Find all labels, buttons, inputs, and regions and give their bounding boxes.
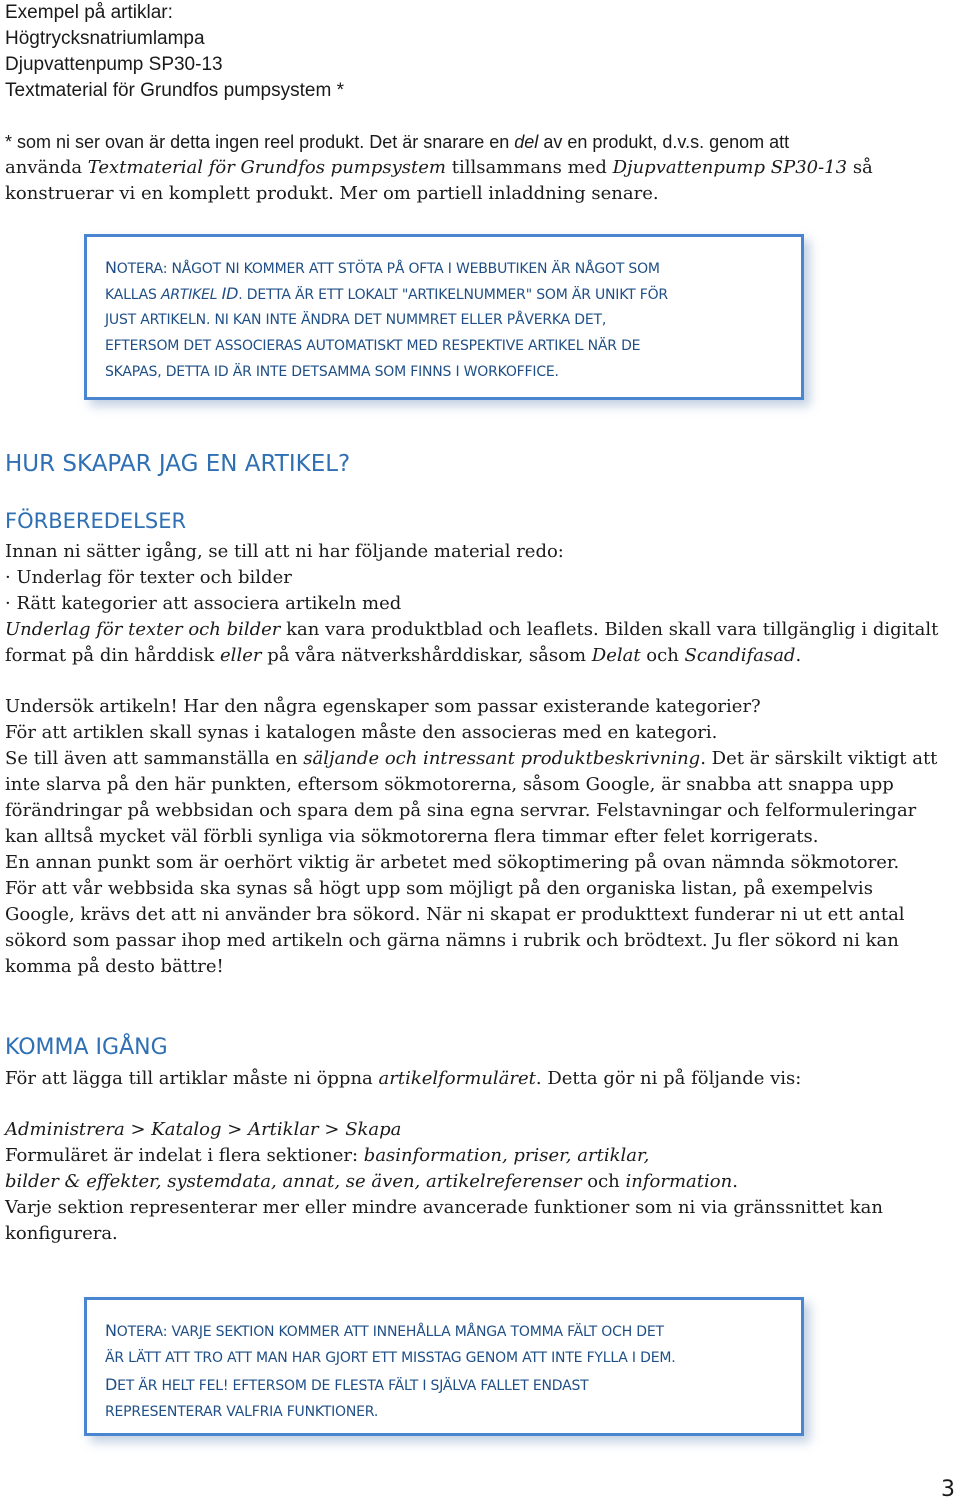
note1-line-5: SKAPAS, DETTA ID ÄR INTE DETSAMMA SOM FINNS I WORKOFFICE. [105,364,559,380]
prep-bullet-2: · Rätt kategorier att associera artikeln med [5,593,402,614]
note1-n: N [105,258,117,277]
footnote2-c: så [847,157,873,178]
note1-l2a: KALLAS [105,287,161,303]
komma-b: . Detta gör ni på följande vis: [535,1068,802,1089]
bilder-end: . [732,1171,738,1192]
format-scandifasad: Scandifasad [684,645,796,666]
komma-artikelformularet: artikelformuläret [378,1068,536,1089]
intro-line-3: Djupvattenpump SP30-13 [5,54,223,75]
note1-l3b: . N [205,312,225,328]
intro-line-1: Exempel på artiklar: [5,2,173,23]
intro-footnote-line-2 [5,155,873,181]
para-line-8: förändringar på webbsidan och spara dem på sina egna servrar. Felstavningar och felformuleringar [5,800,917,821]
note2-n: N [105,1321,117,1340]
heading-forberedelser: FÖRBEREDELSER [5,509,187,533]
note1-l2-id: ID [221,284,239,303]
intro-footnote-line-1 [5,129,789,156]
note1-rest: : N [162,261,182,277]
underlag-text: kan vara produktblad och leaflets. Bilden skall vara tillgänglig i digitalt [280,619,939,640]
intro-line-4: Textmaterial för Grundfos pumpsystem * [5,80,344,101]
note-box-sections [84,1297,804,1436]
format-a: format på din hårddisk [5,645,221,666]
komma-line-sektioner [5,1143,649,1169]
para-line-11: För att vår webbsida ska synas så högt upp som möjligt på den organiska listan, på exempelvis [5,878,873,899]
note2-l3b: ! E [222,1378,242,1394]
para-undersok: Undersök artikeln! Har den några egenskaper som passar existerande kategorier? [5,696,761,717]
bilder-information: information [625,1171,733,1192]
note1-l3a: JUST ARTIKELN [105,312,206,328]
note1-rest2: ÅGOT NI KOMMER ATT STÖTA PÅ OFTA I WEBBUTIKEN ÄR NÅGOT SOM [181,261,660,277]
para-line-14: komma på desto bättre! [5,956,224,977]
note1-l2b: . D [238,287,258,303]
footnote2-b: tillsammans med [445,157,613,178]
note2-line-2: ÄR LÄTT ATT TRO ATT MAN HAR GJORT ETT MISSTAG GENOM ATT INTE FYLLA I DEM. [105,1350,676,1366]
bilder-och: och [581,1171,626,1192]
footnote-del: del [514,132,539,152]
footnote2-a: använda [5,157,88,178]
format-end: . [795,645,802,666]
note2-line-3 [105,1372,588,1399]
footnote-text-a: * som ni ser ovan är detta ingen reel produkt. Det är snarare en [5,132,515,152]
format-b: på våra nätverkshårddiskar, såsom [261,645,592,666]
underlag-italic: Underlag för texter och bilder [5,619,281,640]
sekt-italic: basinformation, priser, artiklar, [363,1145,650,1166]
note1-line-4: EFTERSOM DET ASSOCIERAS AUTOMATISKT MED RESPEKTIVE ARTIKEL NÄR DE [105,338,641,354]
prep-line-format [5,643,801,669]
nav-path [5,1117,401,1143]
heading-komma-igang: KOMMA IGÅNG [5,1035,168,1060]
note1-l2c: ETTA ÄR ETT LOKALT "ARTIKELNUMMER" SOM ÄR UNIKT FÖR [257,287,668,303]
note1-l3c: I KAN INTE ÄNDRA DET NUMMRET ELLER PÅVERKA DET, [224,312,607,328]
bilder-italic: bilder & effekter, systemdata, annat, se även, artikelreferenser [5,1171,582,1192]
note2-rest: : VARJE SEKTION KOMMER ATT INNEHÅLLA MÅNGA TOMMA FÄLT OCH DET [162,1324,664,1340]
prep-bullet-1: · Underlag för texter och bilder [5,567,292,588]
intro-footnote-line-3: konstruerar vi en komplett produkt. Mer om partiell inladdning senare. [5,183,659,204]
note2-l3c: FTERSOM DE FLESTA FÄLT I SJÄLVA FALLET ENDAST [241,1378,589,1394]
note2-line-1 [105,1318,664,1345]
note1-line-1 [105,255,660,282]
para-line-7: inte slarva på den här punkten, eftersom sökmotorerna, såsom Google, är snabba att snappa upp [5,774,894,795]
note2-d: D [105,1375,118,1394]
footnote2-dp: Djupvattenpump SP30-13 [612,157,848,178]
komma-line-konfigurera: konfigurera. [5,1223,118,1244]
komma-line-varje: Varje sektion representerar mer eller mindre avancerade funktioner som ni via gränssnittet kan [5,1197,883,1218]
heading-hur-skapar: HUR SKAPAR JAG EN ARTIKEL? [5,451,351,477]
footnote2-tm: Textmaterial för Grundfos pumpsystem [87,157,446,178]
note2-l3a: ET ÄR HELT FEL [117,1378,223,1394]
note1-line-2 [105,281,668,308]
para-kategori: För att artiklen skall synas i katalogen måste den associeras med en kategori. [5,722,718,743]
note1-line-3 [105,307,606,333]
komma-line-bilder [5,1169,738,1195]
note2-line-4: REPRESENTERAR VALFRIA FUNKTIONER. [105,1404,379,1420]
para-line-10: En annan punkt som är oerhört viktig är arbetet med sökoptimering på ovan nämnda sökmotorer. [5,852,900,873]
beskr-a: Se till även att sammanställa en [5,748,304,769]
footnote-text-b: av en produkt, d.v.s. genom att [538,132,790,152]
format-eller: eller [220,645,262,666]
para-beskrivning [5,746,937,772]
prep-intro: Innan ni sätter igång, se till att ni har följande material redo: [5,541,564,562]
page-number: 3 [941,1477,955,1502]
komma-a: För att lägga till artiklar måste ni öppna [5,1068,379,1089]
note2-otera: OTERA [116,1324,163,1340]
para-line-13: sökord som passar ihop med artikeln och gärna nämns i rubrik och brödtext. Ju fler sökord ni kan [5,930,899,951]
sekt-a: Formuläret är indelat i flera sektioner: [5,1145,364,1166]
prep-line-underlag [5,617,938,643]
beskr-b: . Det är särskilt viktigt att [700,748,938,769]
format-och: och [640,645,685,666]
nav-path-text: Administrera > Katalog > Artiklar > Skapa [5,1119,402,1140]
note1-l2-ital: ARTIKEL [160,287,222,303]
note-box-article-id [84,234,804,400]
para-line-9: kan alltså mycket väl förbli synliga via sökmotorerna flera timmar efter felet korrigerats. [5,826,819,847]
beskr-italic: säljande och intressant produktbeskrivning [303,748,701,769]
komma-line-1 [5,1066,801,1092]
para-line-12: Google, krävs det att ni använder bra sökord. När ni skapat er produkttext funderar ni ut ett antal [5,904,905,925]
note1-otera: OTERA [116,261,163,277]
intro-line-2: Högtrycksnatriumlampa [5,28,205,49]
format-delat: Delat [591,645,641,666]
